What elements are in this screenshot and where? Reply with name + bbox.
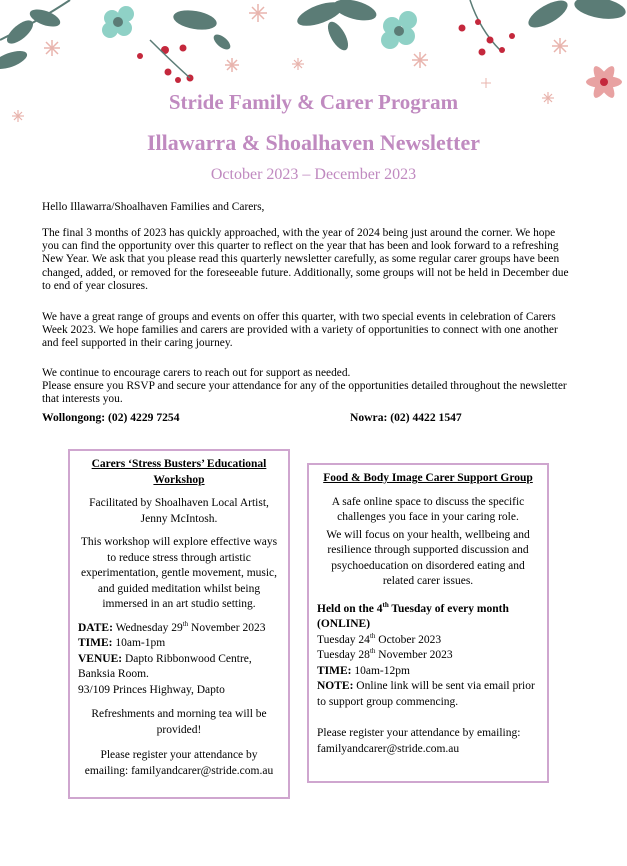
note-label: NOTE: (317, 680, 354, 692)
date-value: Wednesday 29 (115, 621, 183, 634)
venue-value: Dapto Ribbonwood Centre, Banksia Room. (78, 652, 252, 680)
snowflake-icon (552, 38, 568, 54)
group-title: Food & Body Image Carer Support Group (323, 472, 533, 484)
group-note (317, 679, 539, 710)
workshop-title: Carers ‘Stress Busters’ Educational Workshop (91, 458, 267, 486)
support-paragraph (42, 367, 572, 407)
paragraph-text: Please ensure you RSVP and secure your attendance for any of the opportunities detailed throughout the newsletter that interests you. (42, 380, 567, 406)
paragraph-text: We have a great range of groups and events on offer this quarter, with two special events in celebration of Carers Week 2023. We hope families and carers are provided with a variety of opportunities to connect with one another and feel supported in their caring journey. (42, 311, 558, 350)
snowflake-icon (292, 58, 304, 70)
workshop-address: 93/109 Princes Highway, Dapto (78, 683, 225, 696)
time-value: 10am-1pm (115, 637, 166, 649)
date-value-end: November 2023 (188, 621, 266, 634)
flower-icon (381, 11, 417, 49)
date-text: Tuesday 28 (317, 649, 370, 661)
berry-icon (459, 19, 516, 56)
events-paragraph (42, 311, 572, 362)
greeting-text: Hello Illawarra/Shoalhaven Families and Carers, (42, 201, 265, 213)
berry-icon (137, 45, 194, 84)
workshop-facilitator: Facilitated by Shoalhaven Local Artist, Jenny McIntosh. (89, 497, 269, 525)
group-schedule (317, 602, 539, 633)
newsletter-title: Illawarra & Shoalhaven Newsletter (146, 130, 480, 155)
date-text: Tuesday 24 (317, 633, 370, 646)
workshop-date (78, 621, 280, 637)
flower-icon (102, 6, 134, 38)
group-email: familyandcarer@stride.com.au (317, 742, 460, 755)
food-body-image-group-box (307, 463, 549, 783)
workshop-description: This workshop will explore effective ways to reduce stress through artistic experimentation, gentle movement, music, and guided meditation whilst being immersed in an art studio setting. (80, 536, 278, 610)
stress-busters-workshop-box (68, 449, 290, 799)
date-label: DATE: (78, 621, 113, 634)
schedule-text: Held on the 4 (317, 602, 383, 615)
workshop-time (78, 636, 280, 652)
note-value: Online link will be sent via email prior to support group commencing. (317, 680, 535, 708)
paragraph-text: We continue to encourage carers to reach out for support as needed. (42, 367, 351, 379)
nowra-phone: Nowra: (02) 4422 1547 (350, 411, 462, 424)
workshop-register: Please register your attendance by emailing: familyandcarer@stride.com.au (84, 749, 274, 777)
time-label: TIME: (317, 664, 352, 677)
greeting (42, 201, 572, 225)
time-label: TIME: (78, 637, 113, 649)
workshop-venue (78, 652, 280, 683)
snowflake-icon (481, 78, 491, 88)
schedule-suffix: th (382, 600, 389, 609)
wollongong-phone: Wollongong: (02) 4229 7254 (42, 411, 180, 424)
date-suffix: th (182, 619, 189, 628)
group-date-1 (317, 633, 539, 649)
workshop-refreshments: Refreshments and morning tea will be provided! (91, 708, 267, 736)
contact-numbers (42, 411, 582, 424)
snowflake-icon (249, 4, 267, 22)
program-title: Stride Family & Carer Program (168, 90, 459, 114)
snowflake-icon (412, 52, 428, 68)
leaf-branch-icon (0, 0, 70, 73)
intro-paragraph (42, 227, 572, 304)
time-value: 10am-12pm (354, 664, 410, 677)
date-text-end: October 2023 (375, 633, 442, 646)
snowflake-icon (225, 58, 239, 72)
date-suffix: th (369, 647, 376, 655)
group-focus: We will focus on your health, wellbeing and resilience through supported discussion and psychoeducation on disordered eating and related carer issues. (326, 528, 530, 587)
group-intro: A safe online space to discuss the specific challenges you face in your caring role. (331, 495, 525, 523)
date-range: October 2023 – December 2023 (210, 166, 417, 183)
group-date-2 (317, 648, 539, 664)
date-text-end: November 2023 (375, 649, 453, 661)
date-suffix: th (369, 631, 376, 640)
snowflake-icon (44, 40, 60, 56)
paragraph-text: The final 3 months of 2023 has quickly approached, with the year of 2024 being just around the corner. We hope you can find the opportunity over this quarter to reflect on the year that has been and look forward to a refreshing New Year. We ask that you please read this quarterly newsletter carefully, as some regular carer groups have been changed, added, or removed for the foreseeable future. Additionally, some groups will not be held in December due to end of year closures. (42, 227, 569, 292)
group-register: Please register your attendance by emailing: (317, 727, 521, 739)
schedule-text-end: Tuesday of every month (ONLINE) (317, 602, 509, 630)
venue-label: VENUE: (78, 652, 123, 665)
group-time (317, 664, 539, 680)
